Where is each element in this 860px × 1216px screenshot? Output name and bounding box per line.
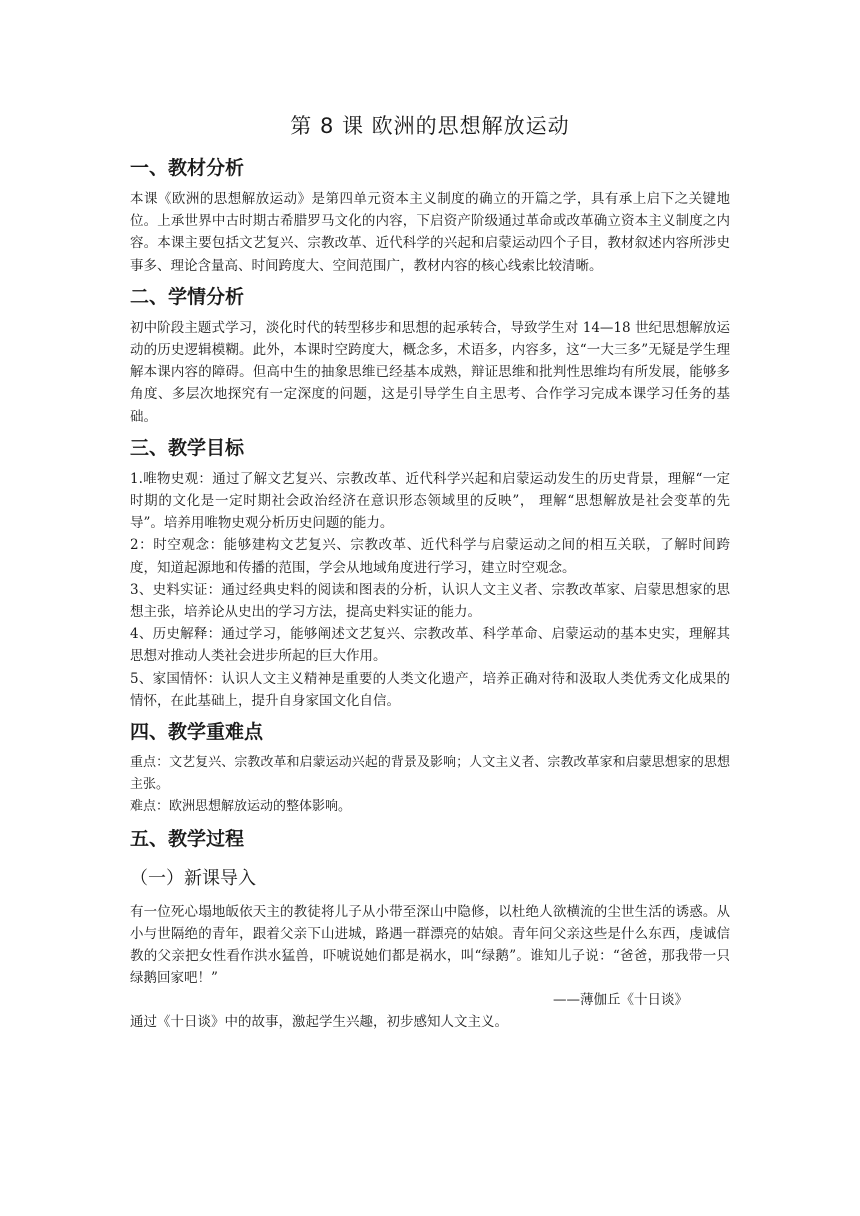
section-heading-student-analysis: 二、学情分析 [130,285,245,308]
difficulty-paragraph: 难点：欧洲思想解放运动的整体影响。 [130,799,352,815]
section-heading-key-difficulties: 四、教学重难点 [130,721,264,744]
document-title: 第 8 课 欧洲的思想解放运动 [290,114,570,138]
objective-item: 3、史料实证：通过经典史料的阅读和图表的分析，认识人文主义者、宗教改革家、启蒙思想家的思想主张，培养论从史出的学习方法，提高史料实证的能力。 [130,581,730,621]
document-page [130,110,730,1034]
objective-item: 5、家国情怀：认识人文主义精神是重要的人类文化遗产，培养正确对待和汲取人类优秀文化成果的情怀，在此基础上，提升自身家国文化自信。 [130,670,730,709]
objective-item: 1.唯物史观：通过了解文艺复兴、宗教改革、近代科学兴起和启蒙运动发生的历史背景，理解“一定时期的文化是一定时期社会政治经济在意识形态领域里的反映”， 理解“思想解放是社会变革的先导”。培养用唯物史观分析历史问题的能力。 [130,470,730,532]
key-points-paragraph: 重点：文艺复兴、宗教改革和启蒙运动兴起的背景及影响；人文主义者、宗教改革家和启蒙思想家的思想主张。 [130,755,730,793]
textbook-analysis-paragraph: 本课《欧洲的思想解放运动》是第四单元资本主义制度的确立的开篇之学，具有承上启下之关键地位。上承世界中古时期古希腊罗马文化的内容，下启资产阶级通过革命或改革确立资本主义制度之内容。本课主要包括文艺复兴、宗教改革、近代科学的兴起和启蒙运动四个子目，教材叙述内容所涉史事多、理论含量高、时间跨度大、空间范围广，教材内容的核心线索比较清晰。 [130,191,730,274]
story-attribution: ——薄伽丘《十日谈》 [553,992,688,1009]
story-paragraph: 有一位死心塌地皈依天主的教徒将儿子从小带至深山中隐修，以杜绝人欲横流的尘世生活的诱惑。从小与世隔绝的青年，跟着父亲下山进城，路遇一群漂亮的姑娘。青年问父亲这些是什么东西，虔诚信教的父亲把女性看作洪水猛兽，吓唬说她们都是祸水，叫“绿鹅”。谁知儿子说：“爸爸，那我带一只绿鹅回家吧！” [130,903,730,987]
subsection-heading-new-lesson-intro: （一）新课导入 [130,867,256,889]
objective-item: 4、历史解释：通过学习，能够阐述文艺复兴、宗教改革、科学革命、启蒙运动的基本史实，理解其思想对推动人类社会进步所起的巨大作用。 [130,626,730,665]
student-analysis-paragraph: 初中阶段主题式学习，淡化时代的转型移步和思想的起承转合，导致学生对 14—18 世纪思想解放运动的历史逻辑模糊。此外，本课时空跨度大，概念多，术语多，内容多，这“一大三多”无疑是学生理解本课内容的障碍。但高中生的抽象思维已经基本成熟，辩证思维和批判性思维均有所发展，能够多角度、多层次地探究有一定深度的问题，这是引导学生自主思考、合作学习完成本课学习任务的基础。 [130,319,730,425]
intro-note-paragraph: 通过《十日谈》中的故事，激起学生兴趣，初步感知人文主义。 [130,1014,508,1031]
section-heading-teaching-objectives: 三、教学目标 [130,436,245,459]
objective-item: 2：时空观念：能够建构文艺复兴、宗教改革、近代科学与启蒙运动之间的相互关联，了解时间跨度，知道起源地和传播的范围，学会从地域角度进行学习，建立时空观念。 [130,537,730,576]
section-heading-textbook-analysis: 一、教材分析 [130,157,245,179]
section-heading-teaching-process: 五、教学过程 [130,827,245,850]
